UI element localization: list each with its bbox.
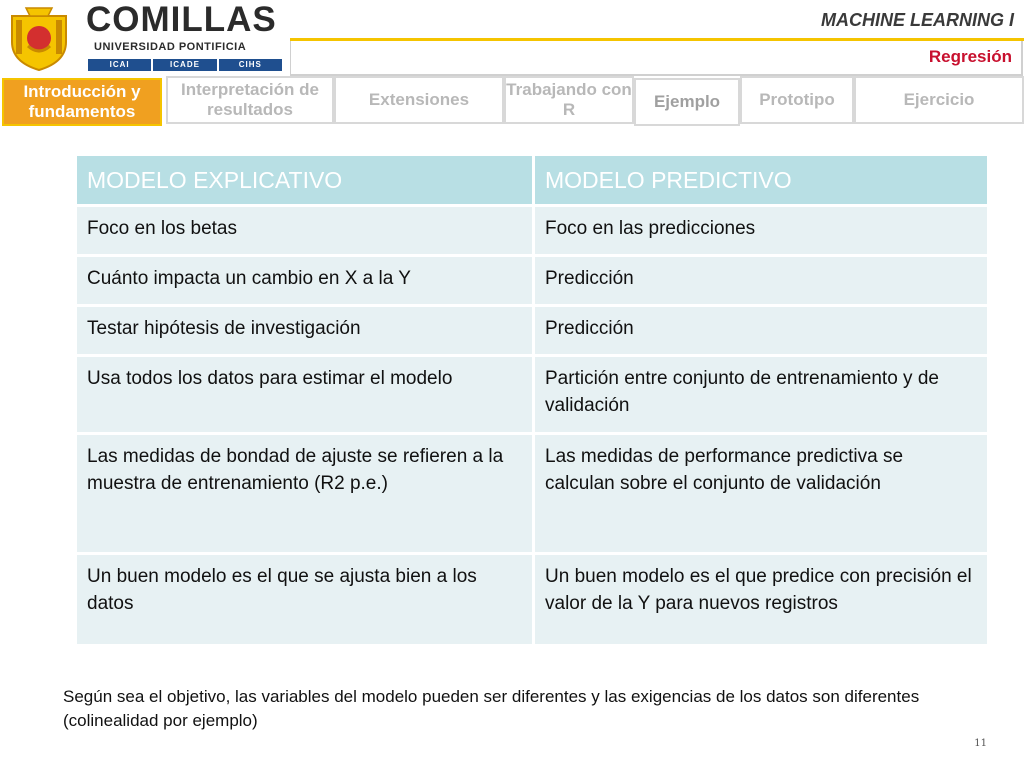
table-cell: Foco en los betas — [77, 207, 535, 257]
university-name: COMILLAS — [86, 0, 277, 39]
tab-ejemplo[interactable] — [634, 78, 740, 126]
school-badge-icade: ICADE — [153, 59, 216, 71]
comparison-table — [77, 156, 987, 647]
tab-label: Ejemplo — [653, 92, 721, 111]
header-explicativo: MODELO EXPLICATIVO — [77, 156, 535, 207]
table-cell: Usa todos los datos para estimar el modelo — [77, 357, 535, 435]
tab-label: Extensiones — [368, 90, 470, 109]
footnote-text: Según sea el objetivo, las variables del modelo pueden ser diferentes y las exigencias de los datos son diferentes (colinealidad por ejemplo) — [63, 687, 920, 730]
table-header-row — [77, 156, 987, 207]
section-title: Regresión — [928, 47, 1012, 66]
tab-prototipo[interactable] — [740, 76, 854, 124]
tab-label: Trabajando con R — [506, 80, 632, 119]
table-row — [77, 207, 987, 257]
tab-interpretacion[interactable] — [166, 76, 334, 124]
table-cell: Un buen modelo es el que predice con precisión el valor de la Y para nuevos registros — [535, 555, 987, 647]
table-cell: Foco en las predicciones — [535, 207, 987, 257]
table-row — [77, 357, 987, 435]
tab-ejercicio[interactable] — [854, 76, 1024, 124]
page-number: 11 — [974, 738, 987, 749]
table-cell: Predicción — [535, 307, 987, 357]
table-cell: Partición entre conjunto de entrenamiento y de validación — [535, 357, 987, 435]
table-row — [77, 555, 987, 647]
table-cell: Un buen modelo es el que se ajusta bien a los datos — [77, 555, 535, 647]
university-logo — [0, 0, 290, 74]
table-cell: Las medidas de bondad de ajuste se refieren a la muestra de entrenamiento (R2 p.e.) — [77, 435, 535, 555]
header-predictivo: MODELO PREDICTIVO — [535, 156, 987, 207]
table-cell: Predicción — [535, 257, 987, 307]
tab-extensiones[interactable] — [334, 76, 504, 124]
table-row — [77, 435, 987, 555]
tab-label: Ejercicio — [903, 90, 975, 109]
university-subtitle: UNIVERSIDAD PONTIFICIA — [94, 41, 247, 53]
school-badge-cihs: CIHS — [219, 59, 282, 71]
course-title: MACHINE LEARNING I — [821, 10, 1014, 30]
coat-of-arms-icon — [4, 2, 74, 72]
section-nav — [0, 76, 1024, 128]
tab-introduccion[interactable] — [2, 78, 162, 126]
tab-label: Introducción y fundamentos — [23, 82, 141, 121]
table-row — [77, 307, 987, 357]
school-badges — [88, 59, 284, 71]
table-row — [77, 257, 987, 307]
school-badge-icai: ICAI — [88, 59, 151, 71]
table-cell: Las medidas de performance predictiva se calculan sobre el conjunto de validación — [535, 435, 987, 555]
tab-label: Interpretación de resultados — [181, 80, 319, 119]
header-box — [290, 41, 1023, 76]
tab-trabajando-r[interactable] — [504, 76, 634, 124]
table-cell: Testar hipótesis de investigación — [77, 307, 535, 357]
table-cell: Cuánto impacta un cambio en X a la Y — [77, 257, 535, 307]
tab-label: Prototipo — [759, 90, 835, 109]
